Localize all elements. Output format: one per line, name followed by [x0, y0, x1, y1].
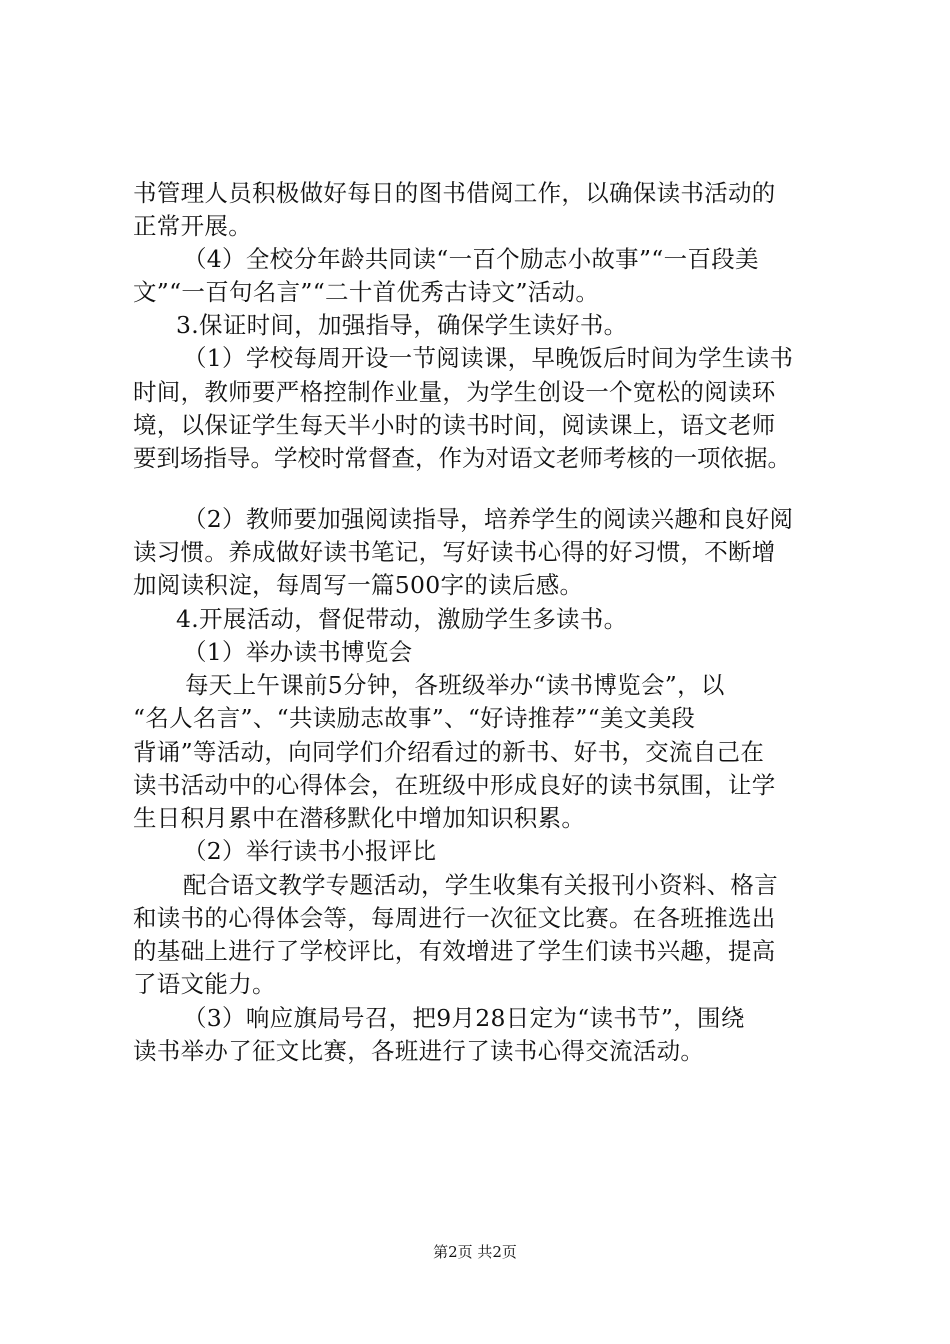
- list-item-1: （1）学校每周开设一节阅读课，早晚饭后时间为学生读书: [183, 344, 794, 372]
- body-text-line: 生日积月累中在潜移默化中增加知识积累。: [133, 804, 586, 832]
- subheading-newspaper-contest: （2）举行读书小报评比: [183, 837, 437, 865]
- body-text-line: 和读书的心得体会等，每周进行一次征文比赛。在各班推选出: [133, 904, 776, 932]
- body-text-line: 时间，教师要严格控制作业量，为学生创设一个宽松的阅读环: [133, 378, 776, 406]
- list-item-2: （2）教师要加强阅读指导，培养学生的阅读兴趣和良好阅: [183, 505, 794, 533]
- body-text-line: 读习惯。养成做好读书笔记，写好读书心得的好习惯，不断增: [133, 538, 776, 566]
- list-item-4: （4）全校分年龄共同读“一百个励志小故事”“一百段美: [183, 245, 759, 273]
- section-heading-4: 4.开展活动，督促带动，激励学生多读书。: [176, 605, 628, 633]
- body-text-line: 书管理人员积极做好每日的图书借阅工作，以确保读书活动的: [133, 179, 776, 207]
- subheading-book-fair: （1）举办读书博览会: [183, 638, 413, 666]
- body-text-line: 读书举办了征文比赛，各班进行了读书心得交流活动。: [133, 1037, 705, 1065]
- body-text-line: 配合语文教学专题活动，学生收集有关报刊小资料、格言: [183, 871, 778, 899]
- page-number-footer: 第2页 共2页: [433, 1243, 517, 1261]
- body-text-line: 要到场指导。学校时常督查，作为对语文老师考核的一项依据。: [133, 444, 791, 472]
- body-text-line: 了语文能力。: [133, 970, 276, 998]
- body-text-line: 背诵”等活动，向同学们介绍看过的新书、好书，交流自己在: [133, 738, 765, 766]
- body-text-line: 加阅读积淀，每周写一篇500字的读后感。: [133, 571, 584, 599]
- list-item-3: （3）响应旗局号召，把9月28日定为“读书节”，围绕: [183, 1004, 745, 1032]
- body-text-line: 每天上午课前5分钟，各班级举办“读书博览会”，以: [185, 671, 725, 699]
- body-text-line: 文”“一百句名言”“二十首优秀古诗文”活动。: [133, 278, 600, 306]
- body-text-line: “名人名言”、“共读励志故事”、“好诗推荐”“美文美段: [133, 704, 696, 732]
- body-text-line: 正常开展。: [133, 212, 252, 240]
- body-text-line: 的基础上进行了学校评比，有效增进了学生们读书兴趣，提高: [133, 937, 776, 965]
- section-heading-3: 3.保证时间，加强指导，确保学生读好书。: [176, 311, 628, 339]
- body-text-line: 读书活动中的心得体会，在班级中形成良好的读书氛围，让学: [133, 771, 776, 799]
- body-text-line: 境，以保证学生每天半小时的读书时间，阅读课上，语文老师: [133, 411, 776, 439]
